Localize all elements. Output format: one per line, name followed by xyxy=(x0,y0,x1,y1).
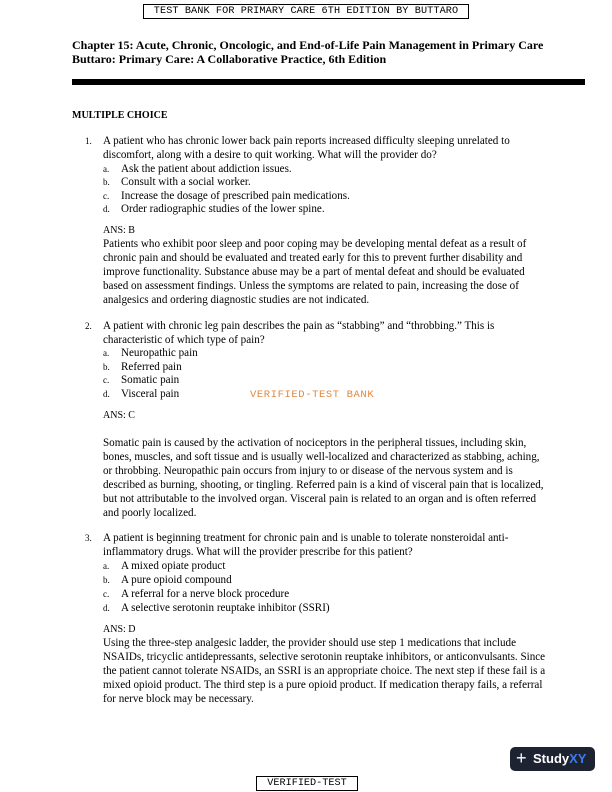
option-text: A selective serotonin reuptake inhibitor (SSRI) xyxy=(121,602,330,614)
section-heading: MULTIPLE CHOICE xyxy=(72,110,168,121)
answer-option xyxy=(103,346,198,360)
option-letter: d. xyxy=(103,603,110,613)
option-text: Referred pain xyxy=(121,361,182,373)
answer-option xyxy=(103,162,292,176)
option-letter: b. xyxy=(103,575,110,585)
option-text: Consult with a social worker. xyxy=(121,176,251,188)
option-letter: a. xyxy=(103,164,110,174)
chapter-title: Chapter 15: Acute, Chronic, Oncologic, and End-of-Life Pain Management in Primary Care xyxy=(72,38,544,52)
answer-key: ANS: D xyxy=(103,624,136,635)
answer-key: ANS: C xyxy=(103,410,135,421)
plus-icon: + xyxy=(516,748,527,768)
option-text: Neuropathic pain xyxy=(121,347,198,359)
title-rule xyxy=(72,79,585,85)
answer-rationale: Using the three-step analgesic ladder, the provider should use step 1 medications that include NSAIDs, tricyclic antidepressants, selective serotonin reuptake inhibitors, or anticonvulsants. Since the patient cannot tolerate NSAIDs, an SSRI is an appropriate choice. The next step if these fail is a mixed opioid product. The third step is a pure opioid product. If medication therapy fails, a referral for nerve block may be necessary. xyxy=(103,637,546,705)
option-letter: a. xyxy=(103,348,110,358)
option-letter: d. xyxy=(103,204,110,214)
option-text: A pure opioid compound xyxy=(121,574,232,586)
page-title xyxy=(72,38,552,66)
answer-option xyxy=(103,189,350,203)
answer-option xyxy=(103,587,289,601)
question-stem: A patient who has chronic lower back pain reports increased difficulty sleeping unrelated to discomfort, along with a desire to quit working. What will the provider do? xyxy=(103,135,510,161)
answer-key: ANS: B xyxy=(103,225,135,236)
answer-option xyxy=(103,360,182,374)
option-letter: b. xyxy=(103,177,110,187)
brand-accent: XY xyxy=(569,751,587,766)
question-number: 2. xyxy=(85,321,92,331)
option-text: Somatic pain xyxy=(121,374,180,386)
answer-option xyxy=(103,559,225,573)
option-letter: c. xyxy=(103,191,110,201)
option-text: Increase the dosage of prescribed pain medications. xyxy=(121,190,350,202)
footer-label: VERIFIED-TEST xyxy=(256,776,358,791)
option-letter: d. xyxy=(103,389,110,399)
answer-option xyxy=(103,202,325,216)
option-text: Order radiographic studies of the lower spine. xyxy=(121,203,325,215)
option-text: A referral for a nerve block procedure xyxy=(121,588,290,600)
option-letter: c. xyxy=(103,589,110,599)
verified-watermark: VERIFIED-TEST BANK xyxy=(250,389,375,401)
option-text: A mixed opiate product xyxy=(121,560,226,572)
option-text: Visceral pain xyxy=(121,388,180,400)
option-text: Ask the patient about addiction issues. xyxy=(121,163,292,175)
answer-rationale: Patients who exhibit poor sleep and poor coping may be developing mental defeat as a result of chronic pain and should be evaluated and treated early for this to prevent further disability and improve functionality. Substance abuse may be a part of mental defeat and should be evaluated based on assessment findings. Unless the symptoms are related to pain, increasing the dose of analgesics and ordering diagnostic studies are not indicated. xyxy=(103,238,527,306)
answer-rationale: Somatic pain is caused by the activation of nociceptors in the peripheral tissues, including skin, bones, muscles, and soft tissue and is usually well-localized and characterized as stabbing, aching, or throbbing. Neuropathic pain occurs from injury to or disease of the nervous system and is described as burning, shooting, or tingling. Referred pain is a kind of visceral pain that is localized, but not attributable to the involved organ. Visceral pain is related to an organ and is often referred and poorly localized. xyxy=(103,437,544,519)
question-stem: A patient is beginning treatment for chronic pain and is unable to tolerate nonsteroidal anti-inflammatory drugs. What will the provider prescribe for this patient? xyxy=(103,532,509,558)
option-letter: b. xyxy=(103,362,110,372)
header-banner: TEST BANK FOR PRIMARY CARE 6TH EDITION BY BUTTARO xyxy=(143,4,469,19)
brand-main: Study xyxy=(533,751,570,766)
option-letter: a. xyxy=(103,561,110,571)
option-letter: c. xyxy=(103,375,110,385)
answer-option xyxy=(103,373,179,387)
studyxy-badge[interactable] xyxy=(510,747,595,771)
answer-option xyxy=(103,601,330,615)
answer-option xyxy=(103,387,179,401)
answer-option xyxy=(103,175,251,189)
badge-brand xyxy=(533,747,586,771)
question-stem: A patient with chronic leg pain describes the pain as “stabbing” and “throbbing.” This is characteristic of which type of pain? xyxy=(103,320,495,346)
question-number: 1. xyxy=(85,136,92,146)
question-number: 3. xyxy=(85,533,92,543)
book-title: Buttaro: Primary Care: A Collaborative Practice, 6th Edition xyxy=(72,52,387,66)
answer-option xyxy=(103,573,232,587)
